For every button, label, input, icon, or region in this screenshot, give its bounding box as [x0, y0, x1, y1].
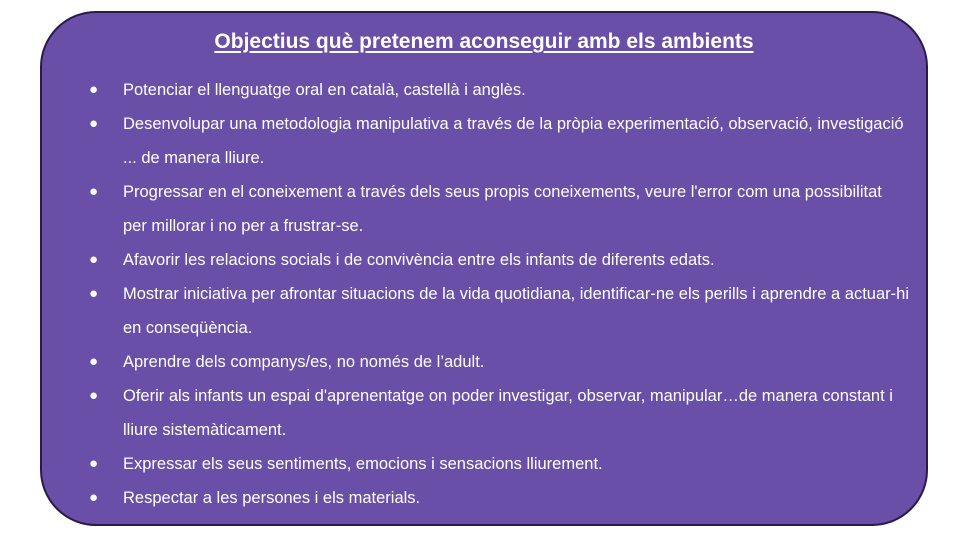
objective-item	[89, 175, 909, 243]
objective-text: Desenvolupar una metodologia manipulativa a través de la pròpia experimentació, observació, investigació ... de manera lliure.	[123, 115, 904, 167]
objective-text: Oferir als infants un espai d'aprenentatge on poder investigar, observar, manipular…de manera constant i lliure sistemàticament.	[123, 387, 893, 439]
bullet-icon: ●	[89, 455, 99, 472]
card-title: Objectius què pretenem aconseguir amb els ambients	[214, 30, 754, 53]
objective-text: Mostrar iniciativa per afrontar situacions de la vida quotidiana, identificar-ne els perills i aprendre a actuar-hi en conseqüència.	[123, 285, 909, 337]
objective-item	[89, 243, 909, 277]
objective-text: Expressar els seus sentiments, emocions i sensacions lliurement.	[123, 455, 603, 473]
objective-text: Aprendre dels companys/es, no només de l’adult.	[123, 353, 485, 371]
objective-item	[89, 447, 909, 481]
bullet-icon: ●	[89, 115, 99, 132]
objectives-card	[40, 11, 928, 526]
objective-item	[89, 73, 909, 107]
bullet-icon: ●	[89, 251, 99, 268]
objectives-list	[89, 73, 909, 515]
objective-item	[89, 277, 909, 345]
objective-item	[89, 481, 909, 515]
bullet-icon: ●	[89, 285, 99, 302]
objective-text: Respectar a les persones i els materials.	[123, 489, 421, 507]
bullet-icon: ●	[89, 489, 99, 506]
bullet-icon: ●	[89, 387, 99, 404]
objective-item	[89, 379, 909, 447]
objective-text: Progressar en el coneixement a través dels seus propis coneixements, veure l'error com una possibilitat per millorar i no per a frustrar-se.	[123, 183, 882, 235]
objective-text: Afavorir les relacions socials i de convivència entre els infants de diferents edats.	[123, 251, 715, 269]
objective-text: Potenciar el llenguatge oral en català, castellà i anglès.	[123, 81, 526, 99]
objective-item	[89, 107, 909, 175]
bullet-icon: ●	[89, 183, 99, 200]
bullet-icon: ●	[89, 81, 99, 98]
objective-item	[89, 345, 909, 379]
bullet-icon: ●	[89, 353, 99, 370]
